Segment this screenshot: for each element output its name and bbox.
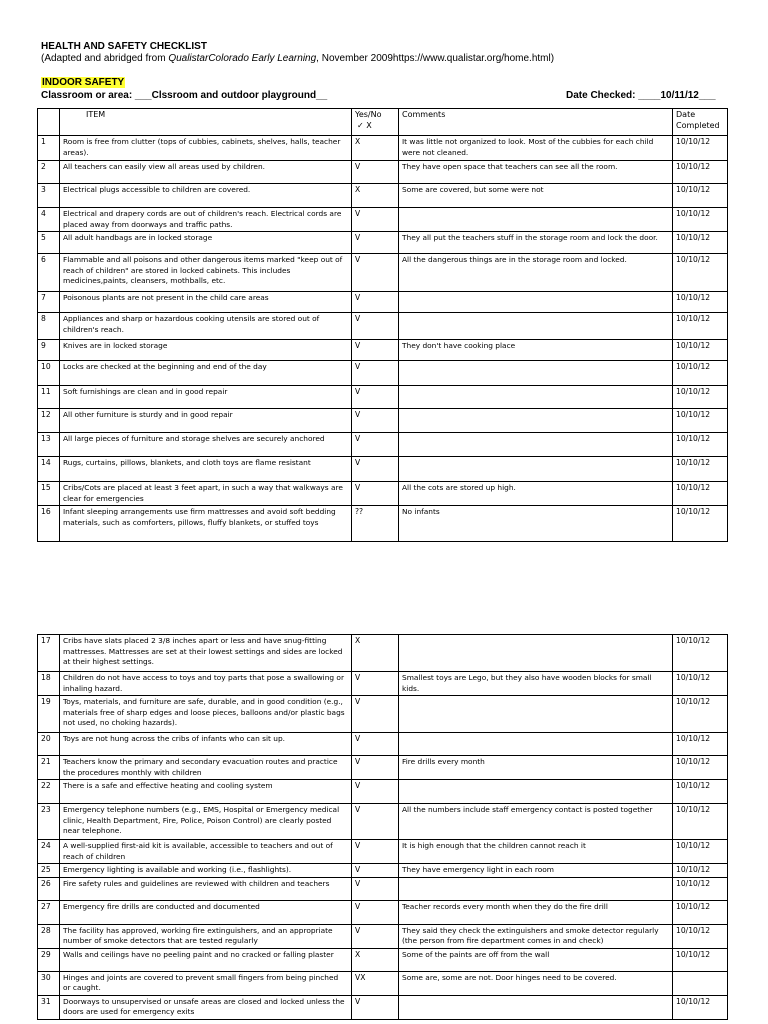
row-item: Electrical plugs accessible to children are covered. <box>60 184 352 208</box>
header-item: ITEM <box>60 109 352 136</box>
row-item: Cribs have slats placed 2 3/8 inches apart or less and have snug-fitting mattresses. Mattresses are set at their lowest settings and sides are locked at their highest settings. <box>60 635 352 672</box>
row-comment: Teacher records every month when they do the fire drill <box>399 900 673 924</box>
row-comment: They have open space that teachers can see all the room. <box>399 161 673 184</box>
table-row <box>38 804 728 840</box>
row-yes-no: V <box>352 409 399 433</box>
table-row <box>38 780 728 804</box>
row-number: 19 <box>38 696 60 733</box>
row-comment: Smallest toys are Lego, but they also have wooden blocks for small kids. <box>399 672 673 696</box>
table-row <box>38 482 728 506</box>
row-yes-no: V <box>352 995 399 1019</box>
row-date-completed: 10/10/12 <box>673 409 728 433</box>
table-row <box>38 161 728 184</box>
row-comment <box>399 208 673 232</box>
row-date-completed: 10/10/12 <box>673 696 728 733</box>
row-yes-no: V <box>352 756 399 780</box>
row-number: 4 <box>38 208 60 232</box>
row-number: 11 <box>38 386 60 409</box>
row-comment: No infants <box>399 506 673 542</box>
row-date-completed: 10/10/12 <box>673 900 728 924</box>
row-date-completed: 10/10/12 <box>673 804 728 840</box>
row-item: Children do not have access to toys and toy parts that pose a swallowing or inhaling hazard. <box>60 672 352 696</box>
row-comment <box>399 292 673 313</box>
checklist-table-page2 <box>37 634 728 1020</box>
row-comment: All the cots are stored up high. <box>399 482 673 506</box>
row-yes-no: V <box>352 161 399 184</box>
table-row <box>38 208 728 232</box>
table-row <box>38 361 728 386</box>
row-date-completed: 10/10/12 <box>673 361 728 386</box>
table-row <box>38 995 728 1019</box>
row-comment: Some of the paints are off from the wall <box>399 948 673 971</box>
row-comment <box>399 877 673 900</box>
row-item: Poisonous plants are not present in the child care areas <box>60 292 352 313</box>
table-row <box>38 672 728 696</box>
table-row <box>38 948 728 971</box>
row-number: 14 <box>38 457 60 482</box>
row-item: Emergency lighting is available and working (i.e., flashlights). <box>60 864 352 878</box>
row-number: 16 <box>38 506 60 542</box>
row-yes-no: X <box>352 635 399 672</box>
row-yes-no: V <box>352 313 399 340</box>
row-comment <box>399 635 673 672</box>
row-date-completed: 10/10/12 <box>673 756 728 780</box>
source-suffix: , November 2009https://www.qualistar.org/home.html) <box>316 53 555 64</box>
row-comment: They have emergency light in each room <box>399 864 673 878</box>
row-yes-no: X <box>352 136 399 161</box>
row-item: Rugs, curtains, pillows, blankets, and cloth toys are flame resistant <box>60 457 352 482</box>
row-item: Soft furnishings are clean and in good repair <box>60 386 352 409</box>
row-item: Locks are checked at the beginning and end of the day <box>60 361 352 386</box>
row-number: 30 <box>38 971 60 995</box>
document-header <box>41 41 741 102</box>
row-yes-no: V <box>352 900 399 924</box>
checklist-meta <box>41 90 741 102</box>
row-number: 24 <box>38 840 60 864</box>
table-row <box>38 136 728 161</box>
row-number: 10 <box>38 361 60 386</box>
table-row <box>38 457 728 482</box>
row-date-completed: 10/10/12 <box>673 840 728 864</box>
row-date-completed: 10/10/12 <box>673 877 728 900</box>
table-row <box>38 184 728 208</box>
row-yes-no: V <box>352 232 399 254</box>
row-comment <box>399 696 673 733</box>
row-number: 5 <box>38 232 60 254</box>
row-yes-no: ?? <box>352 506 399 542</box>
row-yes-no: V <box>352 208 399 232</box>
row-comment: Some are, some are not. Door hinges need to be covered. <box>399 971 673 995</box>
row-date-completed: 10/10/12 <box>673 995 728 1019</box>
row-item: All adult handbags are in locked storage <box>60 232 352 254</box>
row-item: All teachers can easily view all areas used by children. <box>60 161 352 184</box>
row-comment <box>399 386 673 409</box>
row-date-completed: 10/10/12 <box>673 635 728 672</box>
row-item: Fire safety rules and guidelines are reviewed with children and teachers <box>60 877 352 900</box>
table-row <box>38 971 728 995</box>
row-number: 25 <box>38 864 60 878</box>
row-item: Teachers know the primary and secondary evacuation routes and practice the procedures monthly with children <box>60 756 352 780</box>
row-comment <box>399 433 673 457</box>
date-checked: Date Checked: ____10/11/12___ <box>566 90 716 101</box>
table-row <box>38 506 728 542</box>
table-row <box>38 313 728 340</box>
row-number: 3 <box>38 184 60 208</box>
row-item: All other furniture is sturdy and in good repair <box>60 409 352 433</box>
table-row <box>38 840 728 864</box>
row-date-completed: 10/10/12 <box>673 948 728 971</box>
row-date-completed: 10/10/12 <box>673 254 728 292</box>
row-item: Electrical and drapery cords are out of children's reach. Electrical cords are placed away from doorways and traffic paths. <box>60 208 352 232</box>
table-header-row <box>38 109 728 136</box>
row-date-completed: 10/10/12 <box>673 136 728 161</box>
table-row <box>38 409 728 433</box>
source-organization: QualistarColorado Early Learning <box>168 53 317 64</box>
row-date-completed: 10/10/12 <box>673 161 728 184</box>
row-item: Knives are in locked storage <box>60 340 352 361</box>
row-item: Emergency fire drills are conducted and documented <box>60 900 352 924</box>
row-date-completed: 10/10/12 <box>673 313 728 340</box>
row-yes-no: V <box>352 482 399 506</box>
checklist-body-page1 <box>38 136 728 542</box>
row-yes-no: X <box>352 948 399 971</box>
row-number: 7 <box>38 292 60 313</box>
row-item: There is a safe and effective heating and cooling system <box>60 780 352 804</box>
row-comment: They all put the teachers stuff in the storage room and lock the door. <box>399 232 673 254</box>
row-comment <box>399 733 673 756</box>
row-item: Infant sleeping arrangements use firm mattresses and avoid soft bedding materials, such as comforters, pillows, fluffy blankets, or stuffed toys <box>60 506 352 542</box>
row-item: Hinges and joints are covered to prevent small fingers from being pinched or caught. <box>60 971 352 995</box>
header-comments: Comments <box>399 109 673 136</box>
row-yes-no: V <box>352 340 399 361</box>
row-item: All large pieces of furniture and storage shelves are securely anchored <box>60 433 352 457</box>
row-item: Doorways to unsupervised or unsafe areas are closed and locked unless the doors are used for emergency exits <box>60 995 352 1019</box>
table-row <box>38 340 728 361</box>
row-date-completed: 10/10/12 <box>673 864 728 878</box>
row-item: A well-supplied first-aid kit is available, accessible to teachers and out of reach of children <box>60 840 352 864</box>
row-yes-no: V <box>352 864 399 878</box>
row-number: 15 <box>38 482 60 506</box>
header-num <box>38 109 60 136</box>
row-comment <box>399 780 673 804</box>
table-row <box>38 696 728 733</box>
row-item: Appliances and sharp or hazardous cooking utensils are stored out of children's reach. <box>60 313 352 340</box>
row-yes-no: V <box>352 924 399 948</box>
row-comment <box>399 457 673 482</box>
row-item: Toys, materials, and furniture are safe, durable, and in good condition (e.g., materials free of sharp edges and loose pieces, balloons and/or plastic bags not used, no choking hazards). <box>60 696 352 733</box>
row-date-completed <box>673 971 728 995</box>
row-number: 22 <box>38 780 60 804</box>
check-x-marks: ✓ X <box>357 120 372 130</box>
row-number: 27 <box>38 900 60 924</box>
row-comment: They don't have cooking place <box>399 340 673 361</box>
table-row <box>38 254 728 292</box>
row-item: Cribs/Cots are placed at least 3 feet apart, in such a way that walkways are clear for emergencies <box>60 482 352 506</box>
table-row <box>38 864 728 878</box>
row-number: 1 <box>38 136 60 161</box>
row-date-completed: 10/10/12 <box>673 924 728 948</box>
row-yes-no: V <box>352 386 399 409</box>
row-yes-no: V <box>352 672 399 696</box>
row-number: 18 <box>38 672 60 696</box>
header-yesno <box>352 109 399 136</box>
row-number: 26 <box>38 877 60 900</box>
table-row <box>38 635 728 672</box>
classroom-area: Classroom or area: ___Clssroom and outdoor playground__ <box>41 90 328 101</box>
row-comment: All the dangerous things are in the storage room and locked. <box>399 254 673 292</box>
row-date-completed: 10/10/12 <box>673 184 728 208</box>
row-item: Emergency telephone numbers (e.g., EMS, Hospital or Emergency medical clinic, Health Department, Fire, Police, Poison Control) are clearly posted near telephone. <box>60 804 352 840</box>
row-yes-no: V <box>352 361 399 386</box>
row-yes-no: V <box>352 804 399 840</box>
row-date-completed: 10/10/12 <box>673 386 728 409</box>
row-number: 9 <box>38 340 60 361</box>
row-number: 29 <box>38 948 60 971</box>
row-number: 21 <box>38 756 60 780</box>
document-title: HEALTH AND SAFETY CHECKLIST <box>41 41 207 52</box>
row-number: 28 <box>38 924 60 948</box>
row-comment: They said they check the extinguishers and smoke detector regularly (the person from fire department comes in and check) <box>399 924 673 948</box>
source-prefix: (Adapted and abridged from <box>41 53 169 64</box>
row-comment <box>399 313 673 340</box>
row-number: 6 <box>38 254 60 292</box>
row-number: 17 <box>38 635 60 672</box>
row-number: 31 <box>38 995 60 1019</box>
row-comment: Some are covered, but some were not <box>399 184 673 208</box>
row-date-completed: 10/10/12 <box>673 208 728 232</box>
row-number: 20 <box>38 733 60 756</box>
row-item: Flammable and all poisons and other dangerous items marked "keep out of reach of children" are stored in locked cabinets. This includes medicines,paints, cleansers, mothballs, etc. <box>60 254 352 292</box>
table-row <box>38 756 728 780</box>
checklist-table-page1 <box>37 108 728 542</box>
table-row <box>38 900 728 924</box>
row-date-completed: 10/10/12 <box>673 733 728 756</box>
row-number: 23 <box>38 804 60 840</box>
table-row <box>38 924 728 948</box>
row-comment <box>399 409 673 433</box>
row-comment: All the numbers include staff emergency contact is posted together <box>399 804 673 840</box>
row-date-completed: 10/10/12 <box>673 433 728 457</box>
row-yes-no: V <box>352 696 399 733</box>
row-number: 8 <box>38 313 60 340</box>
row-yes-no: V <box>352 877 399 900</box>
header-date: Date Completed <box>673 109 728 136</box>
row-yes-no: V <box>352 433 399 457</box>
row-comment: It was little not organized to look. Most of the cubbies for each child were not cleaned. <box>399 136 673 161</box>
row-item: Room is free from clutter (tops of cubbies, cabinets, shelves, halls, teacher areas). <box>60 136 352 161</box>
row-yes-no: V <box>352 292 399 313</box>
row-number: 2 <box>38 161 60 184</box>
row-yes-no: V <box>352 254 399 292</box>
table-row <box>38 386 728 409</box>
checklist-body-page2 <box>38 635 728 1020</box>
row-item: Walls and ceilings have no peeling paint and no cracked or falling plaster <box>60 948 352 971</box>
row-date-completed: 10/10/12 <box>673 506 728 542</box>
row-comment <box>399 361 673 386</box>
table-row <box>38 292 728 313</box>
table-row <box>38 433 728 457</box>
row-comment: Fire drills every month <box>399 756 673 780</box>
row-date-completed: 10/10/12 <box>673 780 728 804</box>
table-row <box>38 877 728 900</box>
row-yes-no: V <box>352 780 399 804</box>
row-item: Toys are not hung across the cribs of infants who can sit up. <box>60 733 352 756</box>
yesno-label: Yes/No <box>355 110 382 119</box>
row-date-completed: 10/10/12 <box>673 340 728 361</box>
section-highlight: INDOOR SAFETY <box>42 77 125 88</box>
document-source <box>41 53 741 65</box>
table-row <box>38 232 728 254</box>
row-number: 13 <box>38 433 60 457</box>
row-item: The facility has approved, working fire extinguishers, and an appropriate number of smoke detectors that are tested regularly <box>60 924 352 948</box>
row-comment <box>399 995 673 1019</box>
row-yes-no: V <box>352 840 399 864</box>
row-yes-no: V <box>352 733 399 756</box>
row-date-completed: 10/10/12 <box>673 292 728 313</box>
table-row <box>38 733 728 756</box>
row-date-completed: 10/10/12 <box>673 672 728 696</box>
row-yes-no: X <box>352 184 399 208</box>
row-date-completed: 10/10/12 <box>673 232 728 254</box>
row-yes-no: VX <box>352 971 399 995</box>
row-number: 12 <box>38 409 60 433</box>
row-date-completed: 10/10/12 <box>673 482 728 506</box>
row-date-completed: 10/10/12 <box>673 457 728 482</box>
row-comment: It is high enough that the children cannot reach it <box>399 840 673 864</box>
row-yes-no: V <box>352 457 399 482</box>
